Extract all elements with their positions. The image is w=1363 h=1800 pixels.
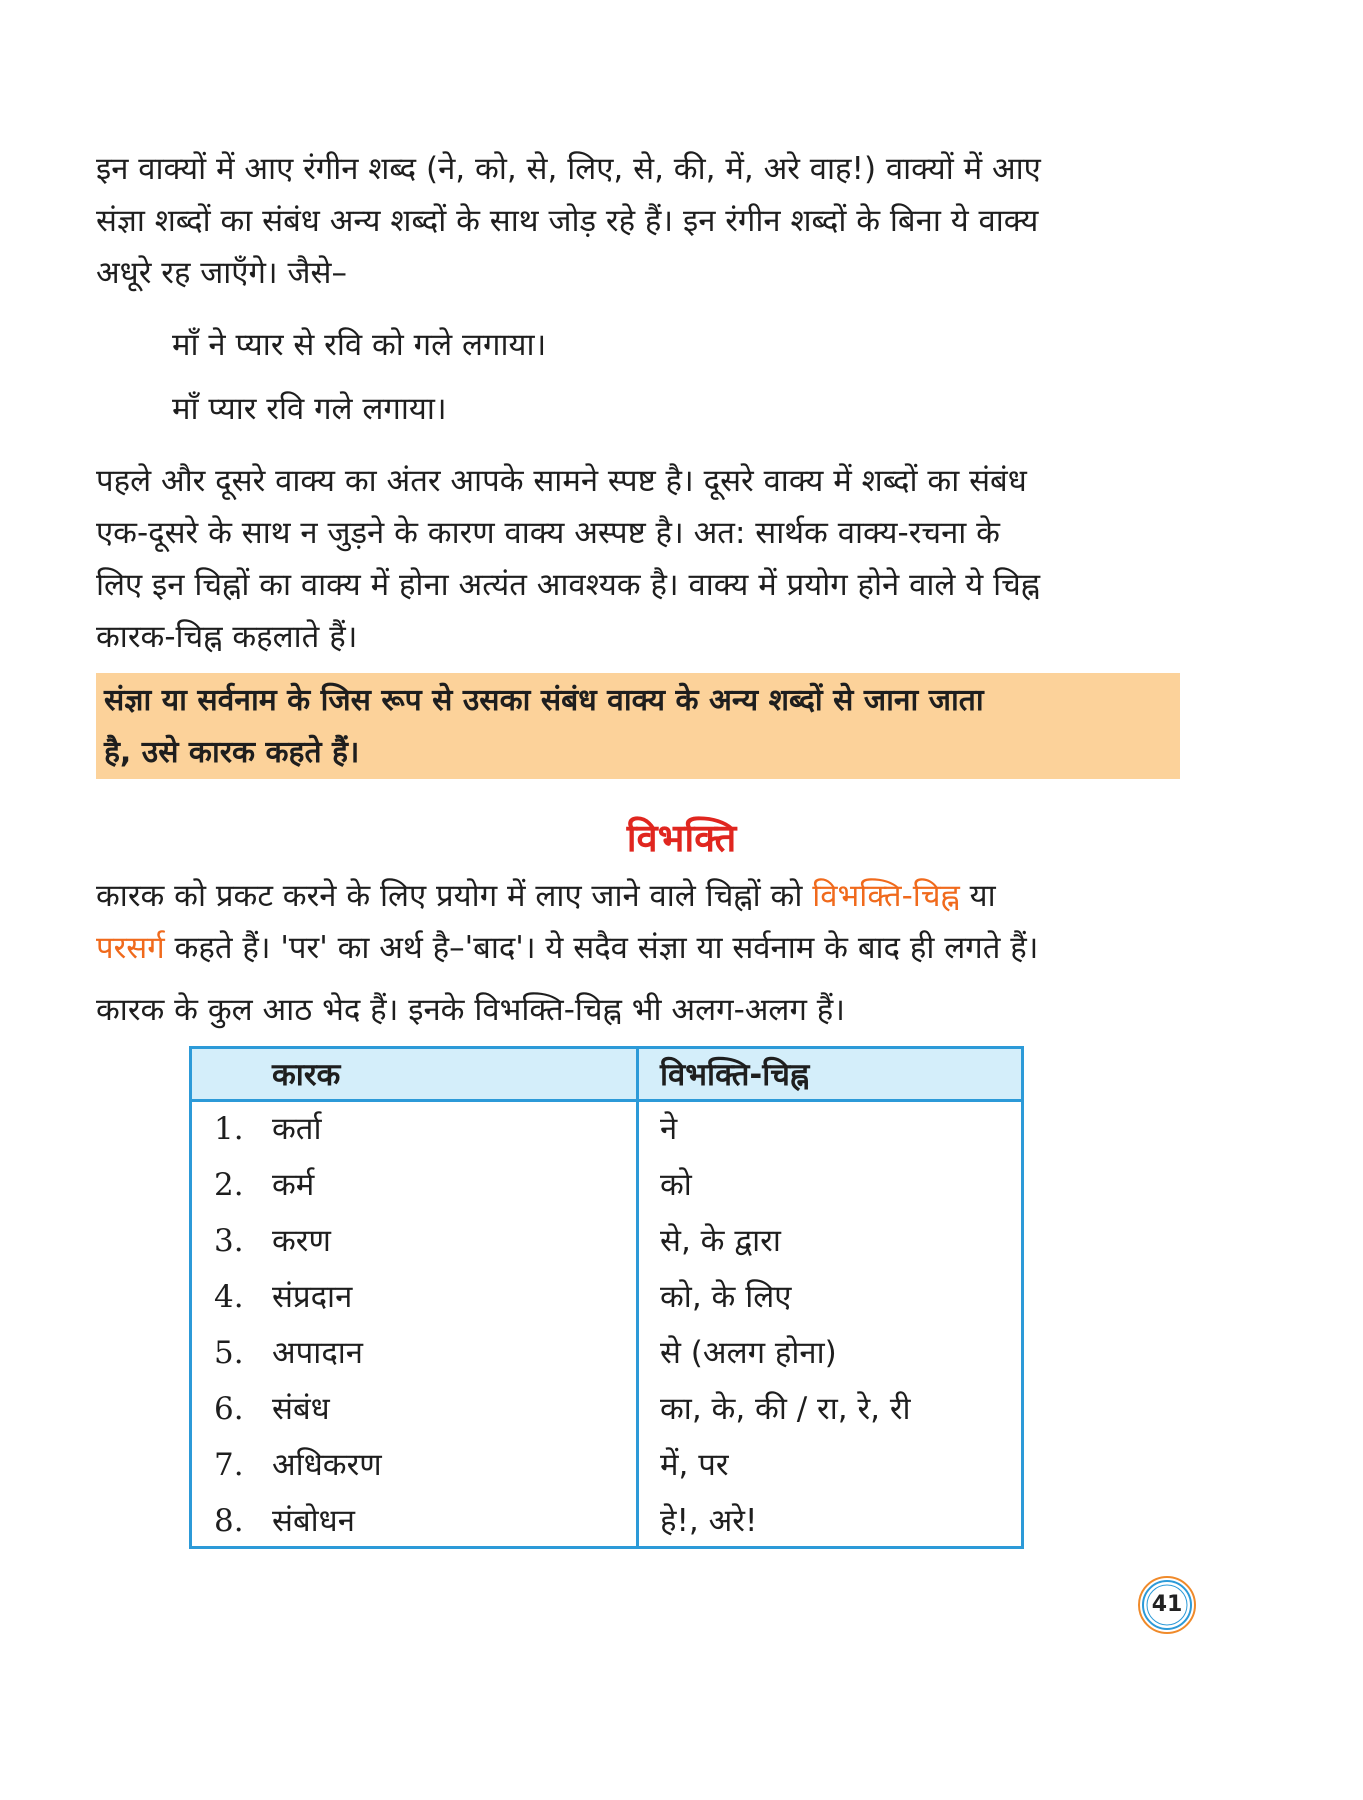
types-line: कारक के कुल आठ भेद हैं। इनके विभक्ति-चिह्न भी अलग-अलग हैं। [96, 992, 845, 1028]
row-number: 5. [214, 1335, 244, 1371]
row-number: 6. [214, 1391, 244, 1427]
table-row [192, 1493, 1021, 1549]
karak-name: कर्म [272, 1167, 315, 1203]
vibhakti-sign: को, के लिए [660, 1279, 792, 1315]
intro-line-3: अधूरे रह जाएँगे। जैसे– [96, 255, 347, 291]
row-number: 1. [214, 1111, 244, 1147]
table-header [192, 1049, 1021, 1102]
explanation-line-3: लिए इन चिह्नों का वाक्य में होना अत्यंत आवश्यक है। वाक्य में प्रयोग होने वाले ये चिह्न [96, 567, 1041, 603]
row-number: 2. [214, 1167, 244, 1203]
karak-name: कर्ता [272, 1111, 322, 1147]
row-number: 7. [214, 1447, 244, 1483]
intro-line-2: संज्ञा शब्दों का संबंध अन्य शब्दों के साथ जोड़ रहे हैं। इन रंगीन शब्दों के बिना ये वाक्य [96, 203, 1039, 239]
definition-box [96, 673, 1180, 779]
vibhakti-sign: में, पर [660, 1447, 729, 1483]
vibhakti-sign: से (अलग होना) [660, 1335, 837, 1371]
row-number: 8. [214, 1503, 244, 1539]
karaka-table [189, 1046, 1024, 1549]
definition-line-1: संज्ञा या सर्वनाम के जिस रूप से उसका संबंध वाक्य के अन्य शब्दों से जाना जाता [104, 683, 984, 718]
page-number-badge [1136, 1574, 1198, 1636]
explanation-line-2: एक-दूसरे के साथ न जुड़ने के कारण वाक्य अस्पष्ट है। अत: सार्थक वाक्य-रचना के [96, 515, 1000, 551]
intro-line-1: इन वाक्यों में आए रंगीन शब्द (ने, को, से, लिए, से, की, में, अरे वाह!) वाक्यों में आए [96, 151, 1041, 187]
row-number: 4. [214, 1279, 244, 1315]
karak-name: अधिकरण [272, 1447, 382, 1483]
vibhakti-sign: को [660, 1167, 692, 1203]
parsarg-term: परसर्ग [96, 930, 165, 966]
row-number: 3. [214, 1223, 244, 1259]
table-row [192, 1269, 1021, 1325]
karak-name: संप्रदान [272, 1279, 353, 1315]
table-row [192, 1381, 1021, 1437]
header-vibhakti-chihn: विभक्ति-चिह्न [660, 1057, 810, 1093]
vibhakti-line-2-text: कहते हैं। 'पर' का अर्थ है–'बाद'। ये सदैव संज्ञा या सर्वनाम के बाद ही लगते हैं। [164, 930, 1039, 966]
explanation-line-1: पहले और दूसरे वाक्य का अंतर आपके सामने स्पष्ट है। दूसरे वाक्य में शब्दों का संबंध [96, 463, 1027, 499]
vibhakti-sign: से, के द्वारा [660, 1223, 781, 1259]
vibhakti-sign: हे!, अरे! [660, 1503, 758, 1539]
table-row [192, 1157, 1021, 1213]
karak-name: करण [272, 1223, 331, 1259]
table-row [192, 1325, 1021, 1381]
page-number: 41 [1151, 1592, 1183, 1617]
vibhakti-line-1 [96, 870, 1180, 922]
vibhakti-sign: ने [660, 1111, 678, 1147]
karak-name: अपादान [272, 1335, 364, 1371]
explanation-line-4: कारक-चिह्न कहलाते हैं। [96, 619, 358, 655]
section-heading: विभक्ति [626, 816, 737, 860]
vibhakti-line-1-end: या [959, 878, 996, 914]
karak-name: संबंध [272, 1391, 330, 1427]
karak-name: संबोधन [272, 1503, 355, 1539]
table-row [192, 1101, 1021, 1157]
example-sentence-2: माँ प्यार रवि गले लगाया। [172, 391, 447, 427]
example-sentence-1: माँ ने प्यार से रवि को गले लगाया। [172, 327, 547, 363]
header-karak: कारक [272, 1057, 341, 1093]
table-row [192, 1437, 1021, 1493]
vibhakti-sign: का, के, की / रा, रे, री [660, 1391, 911, 1427]
vibhakti-line-1-text: कारक को प्रकट करने के लिए प्रयोग में लाए जाने वाले चिह्नों को [96, 878, 813, 914]
table-row [192, 1213, 1021, 1269]
vibhakti-chihn-term: विभक्ति-चिह्न [812, 878, 960, 914]
definition-line-2: है, उसे कारक कहते हैं। [104, 735, 360, 770]
vibhakti-line-2 [96, 922, 1180, 974]
